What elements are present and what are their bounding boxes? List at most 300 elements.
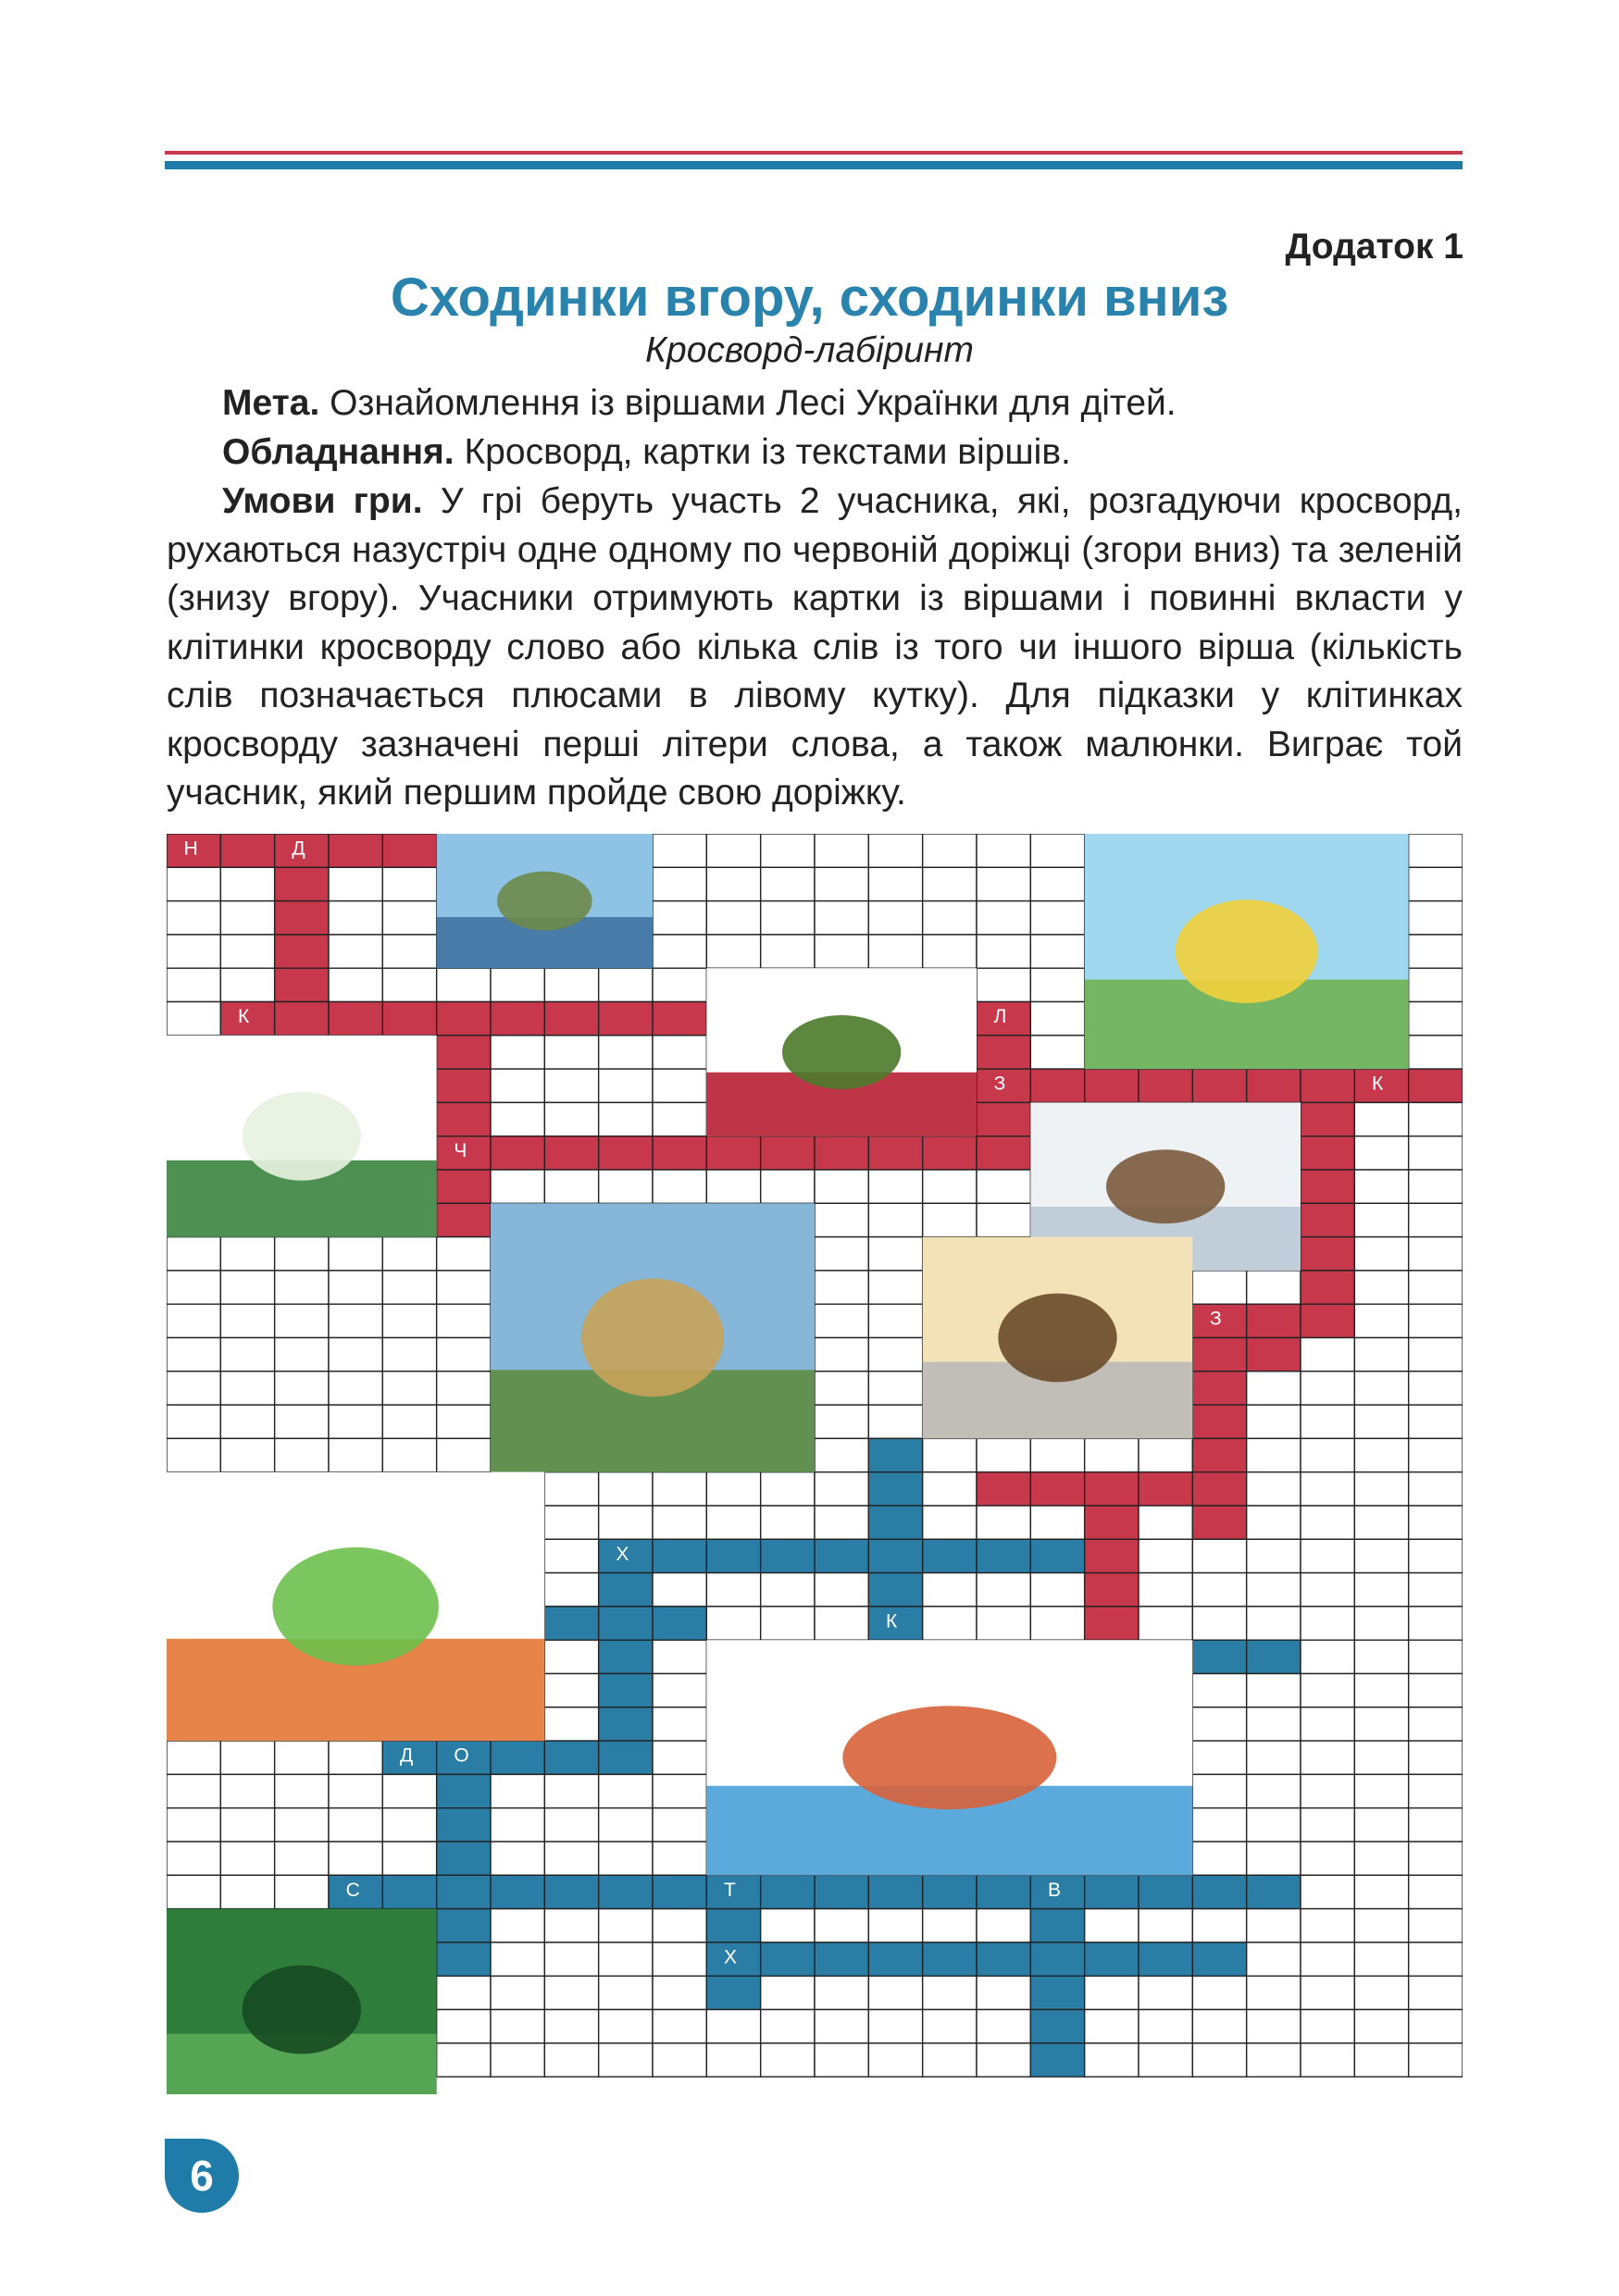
blue-path-cell[interactable]: [437, 1909, 491, 1942]
grid-cell[interactable]: [815, 1438, 868, 1471]
grid-cell[interactable]: [1354, 1875, 1408, 1908]
grid-cell[interactable]: [815, 1573, 868, 1607]
grid-cell[interactable]: [167, 1237, 220, 1271]
grid-cell[interactable]: [329, 1237, 382, 1271]
grid-cell[interactable]: [1354, 1136, 1408, 1170]
grid-cell[interactable]: [1030, 1573, 1084, 1607]
grid-cell[interactable]: [815, 867, 868, 900]
grid-cell[interactable]: [544, 1069, 598, 1102]
grid-cell[interactable]: [1409, 1774, 1463, 1807]
red-path-cell[interactable]: [382, 1002, 436, 1036]
grid-cell[interactable]: [167, 1875, 220, 1908]
grid-cell[interactable]: [1409, 1405, 1463, 1438]
grid-cell[interactable]: [544, 1539, 598, 1572]
grid-cell[interactable]: [1354, 1976, 1408, 2009]
grid-cell[interactable]: [1247, 1674, 1301, 1707]
grid-cell[interactable]: [1409, 1102, 1463, 1136]
blue-path-cell[interactable]: [1139, 1942, 1192, 1976]
grid-cell[interactable]: [1301, 1438, 1354, 1471]
blue-path-cell[interactable]: [1030, 1942, 1084, 1976]
red-path-cell[interactable]: [1301, 1203, 1354, 1236]
grid-cell[interactable]: [815, 1909, 868, 1942]
grid-cell[interactable]: [1354, 1338, 1408, 1371]
grid-cell[interactable]: [167, 1338, 220, 1371]
grid-cell[interactable]: [653, 935, 706, 968]
grid-cell[interactable]: [706, 2010, 760, 2043]
red-path-cell[interactable]: [1301, 1102, 1354, 1136]
grid-cell[interactable]: [653, 1674, 706, 1707]
grid-cell[interactable]: [706, 1607, 760, 1640]
grid-cell[interactable]: [1085, 2043, 1139, 2077]
grid-cell[interactable]: [544, 1774, 598, 1807]
grid-cell[interactable]: [167, 1808, 220, 1842]
grid-cell[interactable]: [1247, 1909, 1301, 1942]
grid-cell[interactable]: [544, 1472, 598, 1506]
grid-cell[interactable]: [1192, 1674, 1246, 1707]
grid-cell[interactable]: [977, 1909, 1030, 1942]
grid-cell[interactable]: [437, 1271, 491, 1304]
grid-cell[interactable]: [761, 2010, 815, 2043]
grid-cell[interactable]: [1192, 1842, 1246, 1875]
grid-cell[interactable]: [220, 1438, 274, 1471]
grid-cell[interactable]: [491, 2010, 544, 2043]
grid-cell[interactable]: [1354, 1674, 1408, 1707]
grid-cell[interactable]: [1354, 1472, 1408, 1506]
grid-cell[interactable]: [220, 901, 274, 935]
grid-cell[interactable]: [706, 1170, 760, 1203]
blue-path-cell[interactable]: [382, 1875, 436, 1908]
grid-cell[interactable]: [275, 1271, 329, 1304]
grid-cell[interactable]: [815, 1237, 868, 1271]
red-path-cell[interactable]: [1030, 1069, 1084, 1102]
grid-cell[interactable]: [382, 1438, 436, 1471]
grid-cell[interactable]: [382, 1405, 436, 1438]
red-path-cell[interactable]: [329, 1002, 382, 1036]
grid-cell[interactable]: [544, 968, 598, 1001]
grid-cell[interactable]: [544, 1102, 598, 1136]
grid-cell[interactable]: [923, 901, 977, 935]
blue-path-cell[interactable]: [599, 1640, 653, 1673]
grid-cell[interactable]: [1409, 1976, 1463, 2009]
grid-cell[interactable]: [220, 968, 274, 1001]
grid-cell[interactable]: [329, 968, 382, 1001]
grid-cell[interactable]: [329, 1438, 382, 1471]
grid-cell[interactable]: [167, 1438, 220, 1471]
grid-cell[interactable]: [1301, 1472, 1354, 1506]
red-path-cell[interactable]: [437, 1069, 491, 1102]
grid-cell[interactable]: [275, 1842, 329, 1875]
red-path-cell[interactable]: [275, 1002, 329, 1036]
grid-cell[interactable]: [220, 1741, 274, 1774]
grid-cell[interactable]: [1409, 1573, 1463, 1607]
grid-cell[interactable]: [868, 834, 922, 867]
grid-cell[interactable]: [167, 1774, 220, 1807]
red-path-cell[interactable]: [1247, 1069, 1301, 1102]
grid-cell[interactable]: [1409, 1674, 1463, 1707]
grid-cell[interactable]: [167, 1271, 220, 1304]
grid-cell[interactable]: [167, 867, 220, 900]
grid-cell[interactable]: [1354, 1170, 1408, 1203]
blue-path-cell[interactable]: [437, 1774, 491, 1807]
blue-path-cell[interactable]: [599, 1875, 653, 1908]
blue-path-cell[interactable]: [923, 1539, 977, 1572]
grid-cell[interactable]: [382, 1304, 436, 1337]
grid-cell[interactable]: [815, 1472, 868, 1506]
blue-path-cell[interactable]: [815, 1942, 868, 1976]
blue-path-cell[interactable]: [923, 1942, 977, 1976]
grid-cell[interactable]: [977, 1506, 1030, 1539]
grid-cell[interactable]: [923, 1438, 977, 1471]
blue-path-cell[interactable]: [1030, 1909, 1084, 1942]
grid-cell[interactable]: [1409, 1472, 1463, 1506]
grid-cell[interactable]: [1409, 1136, 1463, 1170]
grid-cell[interactable]: [1247, 1707, 1301, 1741]
blue-path-cell[interactable]: [437, 1942, 491, 1976]
grid-cell[interactable]: [653, 1170, 706, 1203]
grid-cell[interactable]: [329, 901, 382, 935]
grid-cell[interactable]: [1301, 1909, 1354, 1942]
grid-cell[interactable]: [1354, 1573, 1408, 1607]
grid-cell[interactable]: [437, 1338, 491, 1371]
grid-cell[interactable]: [1247, 1774, 1301, 1807]
blue-path-cell[interactable]: [1030, 1539, 1084, 1572]
red-path-cell[interactable]: [1247, 1338, 1301, 1371]
grid-cell[interactable]: [1354, 1942, 1408, 1976]
grid-cell[interactable]: [491, 1909, 544, 1942]
grid-cell[interactable]: [329, 1808, 382, 1842]
grid-cell[interactable]: [491, 968, 544, 1001]
grid-cell[interactable]: [599, 1976, 653, 2009]
grid-cell[interactable]: [220, 1371, 274, 1405]
grid-cell[interactable]: [1030, 1607, 1084, 1640]
grid-cell[interactable]: [220, 1338, 274, 1371]
grid-cell[interactable]: [1354, 1707, 1408, 1741]
grid-cell[interactable]: [1247, 1472, 1301, 1506]
grid-cell[interactable]: [1301, 1506, 1354, 1539]
grid-cell[interactable]: [1354, 1741, 1408, 1774]
grid-cell[interactable]: [706, 1506, 760, 1539]
grid-cell[interactable]: [1409, 1036, 1463, 1069]
blue-path-cell[interactable]: [868, 1438, 922, 1471]
grid-cell[interactable]: [1409, 1640, 1463, 1673]
grid-cell[interactable]: [382, 1271, 436, 1304]
grid-cell[interactable]: [1354, 1640, 1408, 1673]
grid-cell[interactable]: [1301, 1707, 1354, 1741]
blue-path-cell[interactable]: [1192, 1640, 1246, 1673]
grid-cell[interactable]: [1409, 1002, 1463, 1036]
blue-path-cell[interactable]: [653, 1539, 706, 1572]
grid-cell[interactable]: [1301, 1539, 1354, 1572]
grid-cell[interactable]: [1247, 1506, 1301, 1539]
grid-cell[interactable]: [275, 1338, 329, 1371]
grid-cell[interactable]: [1247, 1842, 1301, 1875]
grid-cell[interactable]: [1301, 1875, 1354, 1908]
red-path-cell[interactable]: [275, 867, 329, 900]
grid-cell[interactable]: [761, 1573, 815, 1607]
grid-cell[interactable]: [275, 1405, 329, 1438]
grid-cell[interactable]: [599, 1170, 653, 1203]
grid-cell[interactable]: [275, 1438, 329, 1471]
red-path-cell[interactable]: [437, 1170, 491, 1203]
red-path-cell[interactable]: [1085, 1069, 1139, 1102]
grid-cell[interactable]: [1409, 1942, 1463, 1976]
grid-cell[interactable]: [1301, 1808, 1354, 1842]
blue-path-cell[interactable]: [599, 1674, 653, 1707]
grid-cell[interactable]: [868, 1909, 922, 1942]
grid-cell[interactable]: [653, 968, 706, 1001]
grid-cell[interactable]: [1247, 1942, 1301, 1976]
red-path-cell[interactable]: [382, 834, 436, 867]
grid-cell[interactable]: [329, 1304, 382, 1337]
grid-cell[interactable]: [868, 1371, 922, 1405]
grid-cell[interactable]: [653, 2043, 706, 2077]
grid-cell[interactable]: [977, 1976, 1030, 2009]
grid-cell[interactable]: [653, 1102, 706, 1136]
grid-cell[interactable]: [761, 1170, 815, 1203]
grid-cell[interactable]: [815, 1371, 868, 1405]
grid-cell[interactable]: [1139, 2010, 1192, 2043]
blue-path-cell[interactable]: [868, 1942, 922, 1976]
red-path-cell[interactable]: [1409, 1069, 1463, 1102]
grid-cell[interactable]: [653, 1036, 706, 1069]
blue-path-cell[interactable]: [599, 1741, 653, 1774]
blue-path-cell[interactable]: [923, 1875, 977, 1908]
grid-cell[interactable]: [599, 1506, 653, 1539]
grid-cell[interactable]: [220, 867, 274, 900]
blue-path-cell[interactable]: [1192, 1875, 1246, 1908]
grid-cell[interactable]: [1409, 968, 1463, 1001]
grid-cell[interactable]: [1301, 2043, 1354, 2077]
grid-cell[interactable]: [220, 1774, 274, 1807]
red-path-cell[interactable]: [977, 1472, 1030, 1506]
red-path-cell[interactable]: [1192, 1338, 1246, 1371]
grid-cell[interactable]: [761, 1472, 815, 1506]
red-path-cell[interactable]: [1030, 1472, 1084, 1506]
red-path-cell[interactable]: [1301, 1069, 1354, 1102]
grid-cell[interactable]: [815, 935, 868, 968]
blue-path-cell[interactable]: [868, 1539, 922, 1572]
grid-cell[interactable]: [599, 1036, 653, 1069]
grid-cell[interactable]: [761, 2043, 815, 2077]
grid-cell[interactable]: [1409, 1506, 1463, 1539]
grid-cell[interactable]: [1354, 1271, 1408, 1304]
grid-cell[interactable]: [1030, 867, 1084, 900]
blue-path-cell[interactable]: [1085, 1875, 1139, 1908]
grid-cell[interactable]: [653, 1707, 706, 1741]
grid-cell[interactable]: [977, 1203, 1030, 1236]
grid-cell[interactable]: [868, 1338, 922, 1371]
blue-path-cell[interactable]: [761, 1875, 815, 1908]
red-path-cell[interactable]: [599, 1136, 653, 1170]
grid-cell[interactable]: [1301, 1640, 1354, 1673]
grid-cell[interactable]: [761, 1976, 815, 2009]
grid-cell[interactable]: [706, 867, 760, 900]
red-path-cell[interactable]: [1192, 1069, 1246, 1102]
grid-cell[interactable]: [544, 2043, 598, 2077]
grid-cell[interactable]: [167, 1741, 220, 1774]
grid-cell[interactable]: [1354, 1909, 1408, 1942]
grid-cell[interactable]: [329, 867, 382, 900]
red-path-cell[interactable]: [1301, 1237, 1354, 1271]
grid-cell[interactable]: [544, 2010, 598, 2043]
grid-cell[interactable]: [706, 935, 760, 968]
grid-cell[interactable]: [491, 1102, 544, 1136]
grid-cell[interactable]: [1192, 1707, 1246, 1741]
blue-path-cell[interactable]: [599, 1707, 653, 1741]
blue-path-cell[interactable]: [1247, 1875, 1301, 1908]
grid-cell[interactable]: [599, 1069, 653, 1102]
grid-cell[interactable]: [275, 1774, 329, 1807]
grid-cell[interactable]: [1192, 1741, 1246, 1774]
grid-cell[interactable]: [1354, 1506, 1408, 1539]
grid-cell[interactable]: [220, 1271, 274, 1304]
blue-path-cell[interactable]: [977, 1942, 1030, 1976]
red-path-cell[interactable]: [1085, 1607, 1139, 1640]
grid-cell[interactable]: [382, 935, 436, 968]
grid-cell[interactable]: [868, 1170, 922, 1203]
grid-cell[interactable]: [544, 1909, 598, 1942]
grid-cell[interactable]: [653, 1640, 706, 1673]
grid-cell[interactable]: [868, 1271, 922, 1304]
grid-cell[interactable]: [923, 935, 977, 968]
grid-cell[interactable]: [761, 867, 815, 900]
grid-cell[interactable]: [1247, 1607, 1301, 1640]
grid-cell[interactable]: [1085, 2010, 1139, 2043]
grid-cell[interactable]: [1354, 1405, 1408, 1438]
grid-cell[interactable]: [653, 1069, 706, 1102]
grid-cell[interactable]: [491, 1170, 544, 1203]
grid-cell[interactable]: [923, 1909, 977, 1942]
grid-cell[interactable]: [653, 901, 706, 935]
grid-cell[interactable]: [1409, 935, 1463, 968]
grid-cell[interactable]: [706, 1472, 760, 1506]
grid-cell[interactable]: [1409, 1371, 1463, 1405]
blue-path-cell[interactable]: [815, 1539, 868, 1572]
red-path-cell[interactable]: [1085, 1539, 1139, 1572]
grid-cell[interactable]: [382, 1774, 436, 1807]
grid-cell[interactable]: [382, 1808, 436, 1842]
grid-cell[interactable]: [653, 1573, 706, 1607]
blue-path-cell[interactable]: [1030, 2010, 1084, 2043]
grid-cell[interactable]: [1301, 2010, 1354, 2043]
grid-cell[interactable]: [329, 1405, 382, 1438]
grid-cell[interactable]: [923, 1573, 977, 1607]
grid-cell[interactable]: [329, 1741, 382, 1774]
red-path-cell[interactable]: [1301, 1271, 1354, 1304]
grid-cell[interactable]: [437, 1405, 491, 1438]
blue-path-cell[interactable]: [1085, 1942, 1139, 1976]
grid-cell[interactable]: [167, 901, 220, 935]
grid-cell[interactable]: [1192, 1976, 1246, 2009]
red-path-cell[interactable]: [1301, 1304, 1354, 1337]
grid-cell[interactable]: [1409, 1338, 1463, 1371]
grid-cell[interactable]: [815, 1976, 868, 2009]
grid-cell[interactable]: [1139, 2043, 1192, 2077]
red-path-cell[interactable]: [437, 1102, 491, 1136]
grid-cell[interactable]: [653, 1976, 706, 2009]
grid-cell[interactable]: [220, 1842, 274, 1875]
grid-cell[interactable]: [544, 1707, 598, 1741]
grid-cell[interactable]: [1139, 1573, 1192, 1607]
grid-cell[interactable]: [653, 867, 706, 900]
grid-cell[interactable]: [329, 1842, 382, 1875]
red-path-cell[interactable]: [653, 1002, 706, 1036]
grid-cell[interactable]: [977, 2010, 1030, 2043]
grid-cell[interactable]: [706, 1573, 760, 1607]
grid-cell[interactable]: [815, 1405, 868, 1438]
grid-cell[interactable]: [977, 1607, 1030, 1640]
grid-cell[interactable]: [923, 1170, 977, 1203]
grid-cell[interactable]: [1354, 1842, 1408, 1875]
grid-cell[interactable]: [1354, 1371, 1408, 1405]
grid-cell[interactable]: [275, 1237, 329, 1271]
grid-cell[interactable]: [1409, 1808, 1463, 1842]
grid-cell[interactable]: [868, 935, 922, 968]
grid-cell[interactable]: [220, 935, 274, 968]
grid-cell[interactable]: [382, 1842, 436, 1875]
grid-cell[interactable]: [491, 2043, 544, 2077]
grid-cell[interactable]: [544, 1573, 598, 1607]
blue-path-cell[interactable]: [437, 1808, 491, 1842]
blue-path-cell[interactable]: [761, 1942, 815, 1976]
grid-cell[interactable]: [1409, 1304, 1463, 1337]
red-path-cell[interactable]: [761, 1136, 815, 1170]
grid-cell[interactable]: [275, 1875, 329, 1908]
grid-cell[interactable]: [1192, 1909, 1246, 1942]
grid-cell[interactable]: [167, 1304, 220, 1337]
grid-cell[interactable]: [977, 901, 1030, 935]
blue-path-cell[interactable]: [1192, 1942, 1246, 1976]
grid-cell[interactable]: [544, 1170, 598, 1203]
grid-cell[interactable]: [761, 1506, 815, 1539]
grid-cell[interactable]: [382, 901, 436, 935]
grid-cell[interactable]: [923, 1607, 977, 1640]
grid-cell[interactable]: [1409, 1607, 1463, 1640]
grid-cell[interactable]: [491, 1842, 544, 1875]
blue-path-cell[interactable]: [1247, 1640, 1301, 1673]
grid-cell[interactable]: [544, 1842, 598, 1875]
grid-cell[interactable]: [275, 1371, 329, 1405]
blue-path-cell[interactable]: [761, 1539, 815, 1572]
grid-cell[interactable]: [1301, 1371, 1354, 1405]
red-path-cell[interactable]: [491, 1136, 544, 1170]
grid-cell[interactable]: [761, 935, 815, 968]
grid-cell[interactable]: [382, 1237, 436, 1271]
red-path-cell[interactable]: [1085, 1573, 1139, 1607]
grid-cell[interactable]: [761, 901, 815, 935]
grid-cell[interactable]: [544, 1976, 598, 2009]
grid-cell[interactable]: [220, 1405, 274, 1438]
grid-cell[interactable]: [761, 834, 815, 867]
red-path-cell[interactable]: [437, 1002, 491, 1036]
grid-cell[interactable]: [1030, 834, 1084, 867]
grid-cell[interactable]: [1354, 1539, 1408, 1572]
grid-cell[interactable]: [167, 1002, 220, 1036]
grid-cell[interactable]: [220, 1304, 274, 1337]
red-path-cell[interactable]: [275, 968, 329, 1001]
grid-cell[interactable]: [599, 1942, 653, 1976]
grid-cell[interactable]: [1409, 1909, 1463, 1942]
grid-cell[interactable]: [1301, 1405, 1354, 1438]
grid-cell[interactable]: [329, 935, 382, 968]
red-path-cell[interactable]: [1085, 1506, 1139, 1539]
grid-cell[interactable]: [977, 1170, 1030, 1203]
grid-cell[interactable]: [1409, 1741, 1463, 1774]
grid-cell[interactable]: [815, 1271, 868, 1304]
grid-cell[interactable]: [544, 1808, 598, 1842]
grid-cell[interactable]: [761, 1607, 815, 1640]
grid-cell[interactable]: [923, 834, 977, 867]
